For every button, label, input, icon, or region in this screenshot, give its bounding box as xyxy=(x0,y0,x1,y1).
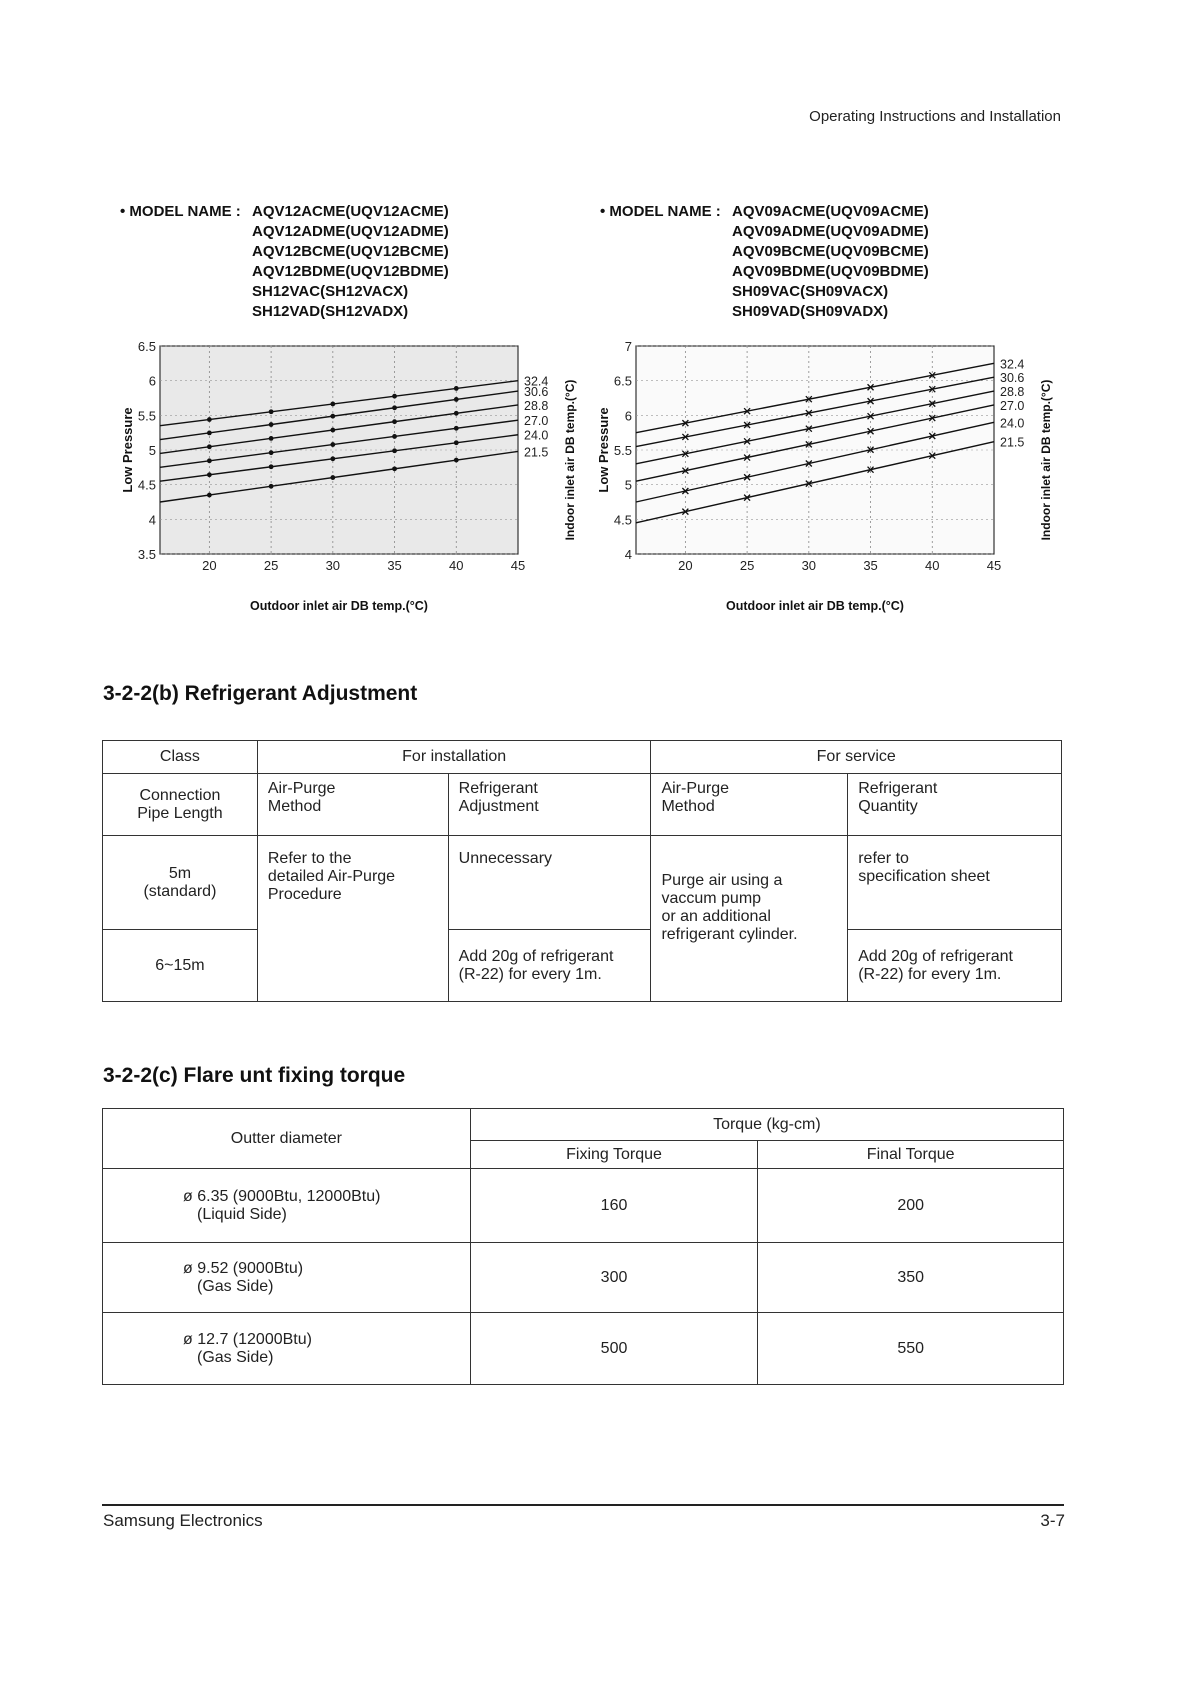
cell-adjustment-add: Add 20g of refrigerant (R-22) for every 1m. xyxy=(448,930,651,1002)
y-tick-label: 4.5 xyxy=(613,512,632,528)
cell-fixing-torque: 160 xyxy=(470,1169,758,1243)
model-name-label: • MODEL NAME : xyxy=(120,203,241,220)
series-label: 30.6 xyxy=(1000,371,1025,386)
x-tick-label: 20 xyxy=(678,558,693,573)
cell-length-standard: 5m (standard) xyxy=(103,836,258,930)
table-row xyxy=(103,1169,1064,1243)
y-axis-title: Low Pressure xyxy=(120,407,135,493)
plot-area xyxy=(160,346,518,554)
model-name: AQV09BDME(UQV09BDME) xyxy=(732,263,929,280)
data-point xyxy=(207,472,212,477)
x-axis-title: Outdoor inlet air DB temp.(°C) xyxy=(250,599,428,613)
data-point xyxy=(207,431,212,436)
data-point xyxy=(392,466,397,471)
data-point xyxy=(454,440,459,445)
model-name: AQV12ACME(UQV12ACME) xyxy=(252,203,449,220)
header-outer-diameter: Outter diameter xyxy=(103,1109,471,1169)
page-header-title: Operating Instructions and Installation xyxy=(809,108,1061,125)
header-refrigerant-quantity: Refrigerant Quantity xyxy=(848,774,1062,836)
x-tick-label: 25 xyxy=(739,558,755,573)
data-point xyxy=(330,475,335,480)
data-point xyxy=(269,450,274,455)
x-tick-label: 45 xyxy=(510,558,526,573)
data-point xyxy=(454,397,459,402)
footer-divider xyxy=(102,1504,1064,1506)
header-class: Class xyxy=(103,741,258,774)
data-point xyxy=(207,493,212,498)
cell-fixing-torque: 500 xyxy=(470,1313,758,1385)
cell-final-torque: 200 xyxy=(758,1169,1064,1243)
y-tick-label: 6.5 xyxy=(137,339,156,354)
data-point xyxy=(269,409,274,414)
model-name: AQV09ACME(UQV09ACME) xyxy=(732,203,929,220)
x-tick-label: 35 xyxy=(863,558,878,573)
x-axis-title: Outdoor inlet air DB temp.(°C) xyxy=(726,599,904,613)
model-name: AQV09ADME(UQV09ADME) xyxy=(732,223,929,240)
header-for-service: For service xyxy=(651,741,1062,774)
series-label: 30.6 xyxy=(524,385,549,400)
model-name: AQV12ADME(UQV12ADME) xyxy=(252,223,449,240)
cell-quantity-add: Add 20g of refrigerant (R-22) for every 1m. xyxy=(848,930,1062,1002)
footer-page-number: 3-7 xyxy=(1040,1511,1065,1530)
data-point xyxy=(207,417,212,422)
y-tick-label: 5.5 xyxy=(137,408,156,424)
data-point xyxy=(454,458,459,463)
series-label: 32.4 xyxy=(1000,357,1025,372)
data-point xyxy=(330,428,335,433)
header-air-purge-method: Air-Purge Method xyxy=(257,774,448,836)
table-row xyxy=(103,1243,1064,1313)
series-label: 32.4 xyxy=(524,374,549,389)
data-point xyxy=(269,484,274,489)
y-tick-label: 5 xyxy=(148,443,156,458)
model-name-label: • MODEL NAME : xyxy=(600,203,721,220)
header-for-installation: For installation xyxy=(257,741,651,774)
y-tick-label: 3.5 xyxy=(137,547,156,562)
cell-installation-air-purge: Refer to the detailed Air-Purge Procedure xyxy=(257,836,448,1002)
x-tick-label: 40 xyxy=(925,558,940,573)
series-label: 21.5 xyxy=(1000,435,1025,450)
data-point xyxy=(330,442,335,447)
data-point xyxy=(392,434,397,439)
data-point xyxy=(392,394,397,399)
y-tick-label: 6 xyxy=(148,373,156,389)
section-title-refrigerant-adjustment: 3-2-2(b) Refrigerant Adjustment xyxy=(103,682,418,705)
series-label: 27.0 xyxy=(1000,398,1025,413)
footer-company: Samsung Electronics xyxy=(103,1511,263,1530)
series-label: 28.8 xyxy=(524,398,549,413)
data-point xyxy=(454,386,459,391)
header-torque: Torque (kg-cm) xyxy=(470,1109,1063,1141)
data-point xyxy=(269,422,274,427)
model-name: AQV12BCME(UQV12BCME) xyxy=(252,243,449,260)
series-label: 28.8 xyxy=(1000,385,1025,400)
cell-service-method: Purge air using a vaccum pump or an additional refrigerant cylinder. xyxy=(651,836,848,1002)
header-final-torque: Final Torque xyxy=(758,1141,1064,1169)
data-point xyxy=(269,436,274,441)
data-point xyxy=(392,448,397,453)
y-tick-label: 6 xyxy=(624,408,632,424)
x-tick-label: 20 xyxy=(202,558,217,573)
series-label: 24.0 xyxy=(524,428,549,443)
x-tick-label: 25 xyxy=(263,558,279,573)
data-point xyxy=(207,444,212,449)
model-name: AQV12BDME(UQV12BDME) xyxy=(252,263,449,280)
y-axis-title: Low Pressure xyxy=(596,407,611,493)
cell-quantity-spec: refer to specification sheet xyxy=(848,836,1062,930)
refrigerant-adjustment-table xyxy=(102,740,1062,1002)
data-point xyxy=(269,464,274,469)
data-point xyxy=(454,426,459,431)
y2-axis-title: Indoor inlet air DB temp.(°C) xyxy=(563,379,577,541)
model-name: SH12VAC(SH12VACX) xyxy=(252,283,409,300)
cell-diameter: ø 6.35 (9000Btu, 12000Btu) (Liquid Side) xyxy=(103,1169,471,1243)
section-title-flare-torque: 3-2-2(c) Flare unt fixing torque xyxy=(103,1064,406,1087)
header-connection-pipe-length: Connection Pipe Length xyxy=(103,774,258,836)
data-point xyxy=(330,414,335,419)
data-point xyxy=(392,419,397,424)
y-tick-label: 6.5 xyxy=(613,373,632,389)
y-tick-label: 5.5 xyxy=(613,443,632,458)
data-point xyxy=(392,405,397,410)
header-refrigerant-adjustment: Refrigerant Adjustment xyxy=(448,774,651,836)
y2-axis-title: Indoor inlet air DB temp.(°C) xyxy=(1039,379,1053,541)
cell-final-torque: 350 xyxy=(758,1243,1064,1313)
data-point xyxy=(330,402,335,407)
x-tick-label: 35 xyxy=(387,558,402,573)
cell-final-torque: 550 xyxy=(758,1313,1064,1385)
plot-area xyxy=(636,346,994,554)
cell-length-range: 6~15m xyxy=(103,930,258,1002)
y-tick-label: 5 xyxy=(624,477,632,493)
cell-diameter: ø 9.52 (9000Btu) (Gas Side) xyxy=(103,1243,471,1313)
header-fixing-torque: Fixing Torque xyxy=(470,1141,758,1169)
cell-diameter: ø 12.7 (12000Btu) (Gas Side) xyxy=(103,1313,471,1385)
y-tick-label: 4 xyxy=(624,547,632,562)
pressure-chart-right xyxy=(590,330,1080,620)
series-label: 21.5 xyxy=(524,445,549,460)
x-tick-label: 30 xyxy=(325,558,341,573)
model-name: AQV09BCME(UQV09BCME) xyxy=(732,243,929,260)
header-service-air-purge-method: Air-Purge Method xyxy=(651,774,848,836)
data-point xyxy=(207,458,212,463)
cell-adjustment-unnecessary: Unnecessary xyxy=(448,836,651,930)
x-tick-label: 40 xyxy=(449,558,464,573)
table-row xyxy=(103,1313,1064,1385)
y-tick-label: 4.5 xyxy=(137,477,156,493)
model-name: SH12VAD(SH12VADX) xyxy=(252,303,409,320)
x-tick-label: 45 xyxy=(986,558,1002,573)
x-tick-label: 30 xyxy=(801,558,817,573)
y-tick-label: 7 xyxy=(624,339,632,354)
model-name: SH09VAD(SH09VADX) xyxy=(732,303,889,320)
series-label: 24.0 xyxy=(1000,416,1025,431)
model-name: SH09VAC(SH09VACX) xyxy=(732,283,889,300)
data-point xyxy=(454,411,459,416)
y-tick-label: 4 xyxy=(148,512,156,528)
pressure-chart-left xyxy=(110,330,590,620)
cell-fixing-torque: 300 xyxy=(470,1243,758,1313)
flare-torque-table xyxy=(102,1108,1064,1385)
series-label: 27.0 xyxy=(524,414,549,429)
data-point xyxy=(330,456,335,461)
